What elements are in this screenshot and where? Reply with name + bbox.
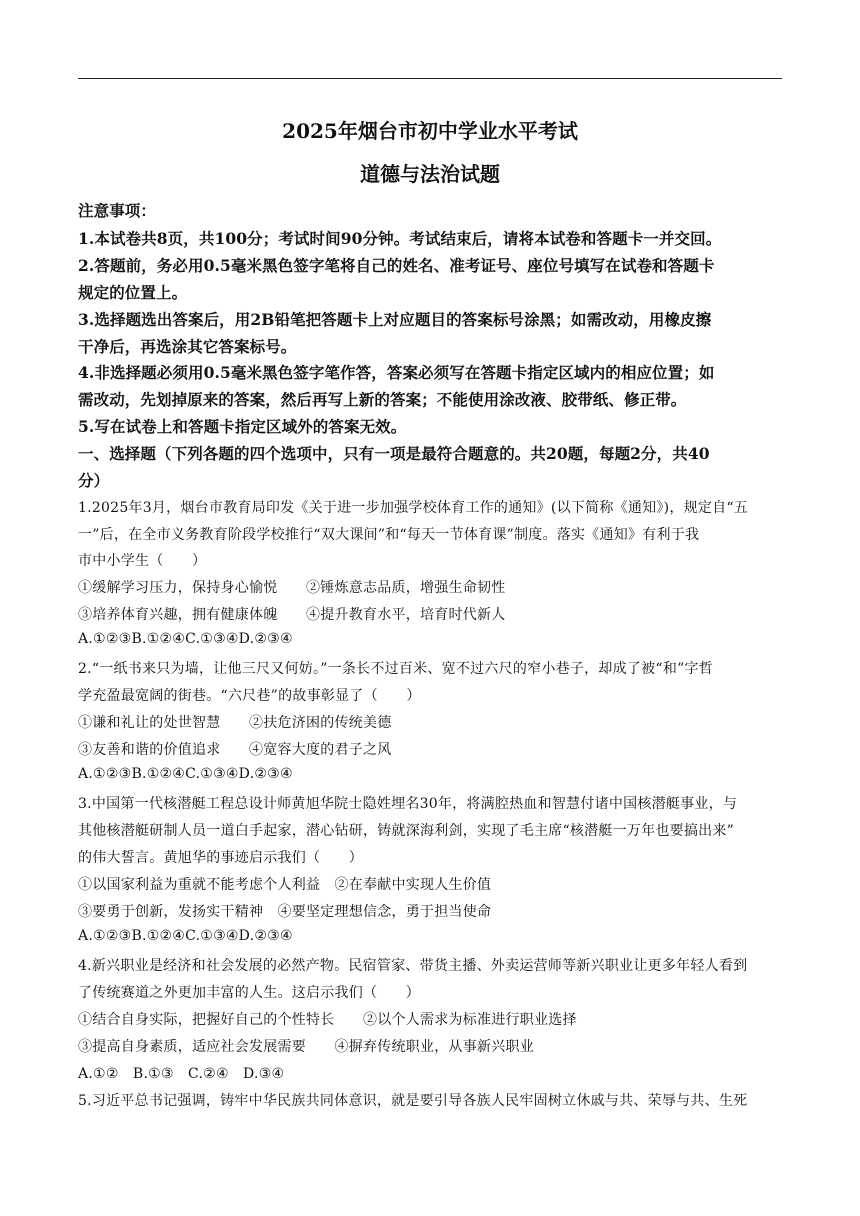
question-line: 市中小学生（ ） [78, 553, 207, 569]
option-line: ③友善和谐的价值追求 ④宽容大度的君子之风 [78, 742, 392, 758]
notice-line: 4.非选择题必须用0.5毫米黑色签字笔作答，答案必须写在答题卡指定区域内的相应位置；如 [78, 363, 715, 382]
question-line: 3.中国第一代核潜艇工程总设计师黄旭华院士隐姓埋名30年，将满腔热血和智慧付诸中国核潜艇事业，与 [78, 796, 738, 812]
question-line: 5.习近平总书记强调，铸牢中华民族共同体意识，就是要引导各族人民牢固树立休戚与共、荣辱与共、生死 [78, 1093, 748, 1109]
notice-line: 1.本试卷共8页，共100分；考试时间90分钟。考试结束后，请将本试卷和答题卡一并交回。 [78, 229, 722, 248]
answer-choices: A.①②③B.①②④C.①③④D.②③④ [78, 766, 293, 782]
question-line: 4.新兴职业是经济和社会发展的必然产物。民宿管家、带货主播、外卖运营师等新兴职业让更多年轻人看到 [78, 958, 748, 974]
question-line: 1.2025年3月，烟台市教育局印发《关于进一步加强学校体育工作的通知》(以下简称《通知》)，规定自“五 [78, 500, 748, 516]
notice-heading: 注意事项： [78, 201, 157, 220]
notice-line: 3.选择题选出答案后，用2B铅笔把答题卡上对应题目的答案标号涂黑；如需改动，用橡皮擦 [78, 310, 712, 329]
question-line: 一”后，在全市义务教育阶段学校推行“双大课间”和“每天一节体育课”制度。落实《通知》有利于我 [78, 527, 700, 543]
answer-choices: A.①②③B.①②④C.①③④D.②③④ [78, 631, 293, 647]
exam-subtitle: 道德与法治试题 [360, 162, 500, 186]
section-heading: 一、选择题（下列各题的四个选项中，只有一项是最符合题意的。共20题，每题2分，共40 [78, 444, 710, 463]
question-line: 了传统赛道之外更加丰富的人生。这启示我们（ ） [78, 985, 420, 1001]
answer-choices: A.①②③B.①②④C.①③④D.②③④ [78, 928, 293, 944]
question-line: 的伟大誓言。黄旭华的事迹启示我们（ ） [78, 850, 363, 866]
question-line: 其他核潜艇研制人员一道白手起家，潜心钻研，铸就深海利剑，实现了毛主席“核潜艇一万年也要搞出来” [78, 823, 735, 839]
notice-line: 干净后，再选涂其它答案标号。 [78, 337, 297, 356]
option-line: ①以国家利益为重就不能考虑个人利益 ②在奉献中实现人生价值 [78, 877, 492, 893]
option-line: ③要勇于创新，发扬实干精神 ④要坚定理想信念，勇于担当使命 [78, 904, 492, 920]
section-heading: 分） [78, 471, 110, 490]
answer-choices: A.①② B.①③ C.②④ D.③④ [78, 1066, 285, 1082]
option-line: ③提高自身素质，适应社会发展需要 ④摒弃传统职业，从事新兴职业 [78, 1039, 534, 1055]
option-line: ①结合自身实际，把握好自己的个性特长 ②以个人需求为标准进行职业选择 [78, 1012, 577, 1028]
question-line: 学充盈最宽阔的街巷。“六尺巷”的故事彰显了（ ） [78, 688, 421, 704]
notice-line: 规定的位置上。 [78, 283, 188, 302]
notice-line: 5.写在试卷上和答题卡指定区域外的答案无效。 [78, 417, 407, 436]
header-rule [78, 78, 782, 79]
option-line: ①缓解学习压力，保持身心愉悦 ②锤炼意志品质，增强生命韧性 [78, 580, 506, 596]
option-line: ③培养体育兴趣，拥有健康体魄 ④提升教育水平，培育时代新人 [78, 607, 506, 623]
option-line: ①谦和礼让的处世智慧 ②扶危济困的传统美德 [78, 715, 392, 731]
question-line: 2.“一纸书来只为墙，让他三尺又何妨。”一条长不过百米、宽不过六尺的窄小巷子，却成了被“和”字哲 [78, 661, 713, 677]
notice-line: 2.答题前，务必用0.5毫米黑色签字笔将自己的姓名、准考证号、座位号填写在试卷和答题卡 [78, 256, 715, 275]
notice-line: 需改动，先划掉原来的答案，然后再写上新的答案；不能使用涂改液、胶带纸、修正带。 [78, 390, 687, 409]
exam-title: 2025年烟台市初中学业水平考试 [282, 119, 578, 143]
